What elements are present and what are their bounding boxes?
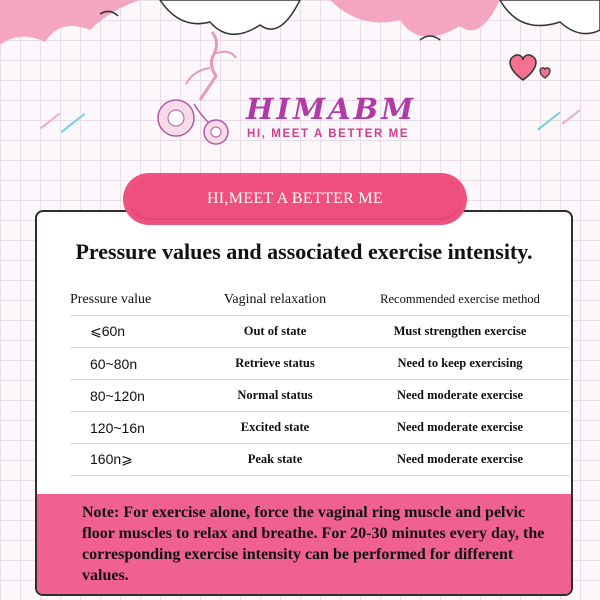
cell-pressure: 80~120n	[70, 380, 200, 412]
cell-pressure: 60~80n	[70, 348, 200, 380]
card-heading: Pressure values and associated exercise intensity.	[75, 239, 533, 264]
heart-icon	[505, 50, 555, 86]
banner-pill	[123, 173, 467, 225]
cell-pressure: 160n⩾	[70, 444, 200, 476]
cloud-icon	[0, 0, 140, 45]
header-method: Recommended exercise method	[380, 292, 540, 306]
header-relaxation: Vaginal relaxation	[223, 291, 327, 307]
table-row	[70, 316, 570, 348]
cell-relaxation: Retrieve status	[200, 348, 350, 380]
cloud-icon	[500, 0, 600, 34]
info-card	[35, 210, 573, 596]
cell-method: Must strengthen exercise	[350, 316, 570, 348]
cell-pressure: 120~16n	[70, 412, 200, 444]
banner-label: HI,MEET A BETTER ME	[128, 178, 462, 220]
table-row	[70, 348, 570, 380]
pressure-table	[70, 284, 570, 476]
header-pressure: Pressure value	[70, 291, 152, 307]
cell-pressure: ⩽60n	[70, 316, 200, 348]
cell-method: Need moderate exercise	[350, 444, 570, 476]
cell-relaxation: Excited state	[200, 412, 350, 444]
table-row	[70, 380, 570, 412]
note-text: Note: For exercise alone, force the vaginal ring muscle and pelvic floor muscles to relax and breathe. For 20-30 minutes every day, the corresponding exercise intensity can be performed for different values.	[37, 494, 571, 594]
cell-relaxation: Normal status	[200, 380, 350, 412]
brand-tagline: HI, MEET A BETTER ME	[247, 128, 410, 140]
brand-name: HIMABM	[246, 92, 417, 126]
cell-relaxation: Peak state	[200, 444, 350, 476]
table-row	[70, 444, 570, 476]
cell-relaxation: Out of state	[200, 316, 350, 348]
cell-method: Need moderate exercise	[350, 412, 570, 444]
table-header	[70, 284, 570, 316]
cell-method: Need to keep exercising	[350, 348, 570, 380]
table-row	[70, 412, 570, 444]
cell-method: Need moderate exercise	[350, 380, 570, 412]
